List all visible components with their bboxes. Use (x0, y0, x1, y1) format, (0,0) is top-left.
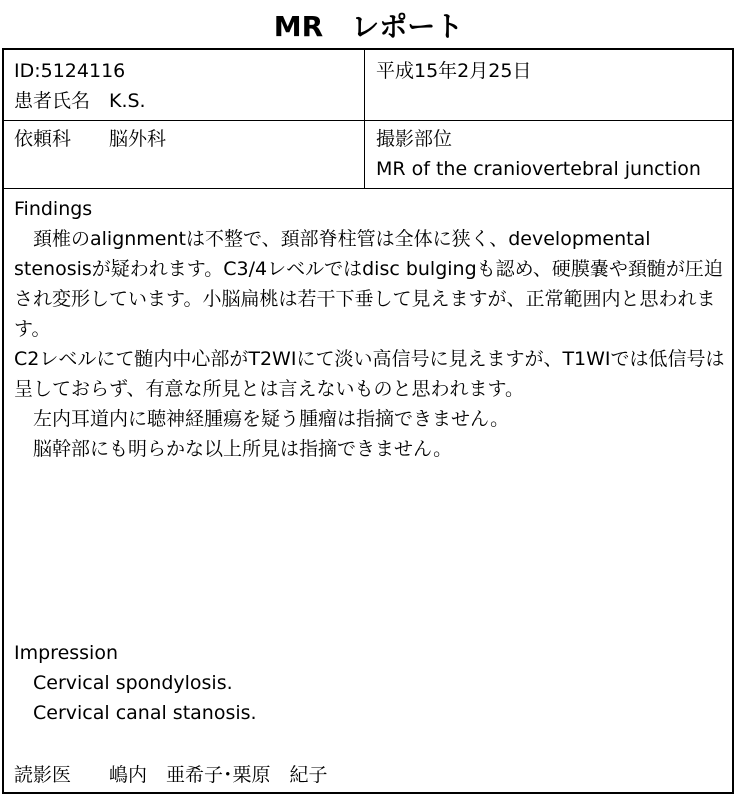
patient-id: ID:5124116 (14, 60, 126, 82)
report-sheet (2, 48, 734, 794)
patient-name: 患者氏名 K.S. (14, 90, 146, 112)
requesting-department: 依頼科 脳外科 (14, 128, 167, 150)
findings-paragraph: 脳幹部にも明らかな以上所見は指摘できません。 (33, 438, 453, 460)
exam-date: 平成15年2月25日 (376, 60, 532, 82)
impression-section (14, 638, 726, 728)
findings-section (14, 194, 726, 464)
findings-paragraph: C2レベルにて髄内中心部がT2WIにて淡い高信号に見えますが、T1WIでは低信号は呈しておらず、有意な所見とは言えないものと思われます。 (14, 348, 725, 400)
report-title: MR レポート (273, 10, 464, 43)
row-divider-1 (4, 120, 732, 121)
impression-item: Cervical spondylosis. (33, 672, 233, 694)
findings-paragraph: 左内耳道内に聴神経腫瘍を疑う腫瘤は指摘できません。 (33, 408, 510, 430)
reading-physicians: 読影医 嶋内 亜希子･栗原 紀子 (14, 764, 328, 786)
column-divider (364, 50, 365, 188)
impression-heading: Impression (14, 642, 118, 664)
row-divider-2 (4, 188, 732, 189)
region-value: MR of the craniovertebral junction (376, 158, 701, 180)
findings-paragraph: 頚椎のalignmentは不整で、頚部脊柱管は全体に狭く、developmental stenosisが疑われます。C3/4レベルではdisc bulgingも認め、硬膜嚢や頚髄が圧迫され変形しています。小脳扁桃は若干下垂して見えますが、正常範囲内と思われます。 (14, 228, 723, 340)
impression-item: Cervical canal stanosis. (33, 702, 257, 724)
findings-heading: Findings (14, 198, 93, 220)
region-label: 撮影部位 (376, 128, 453, 150)
